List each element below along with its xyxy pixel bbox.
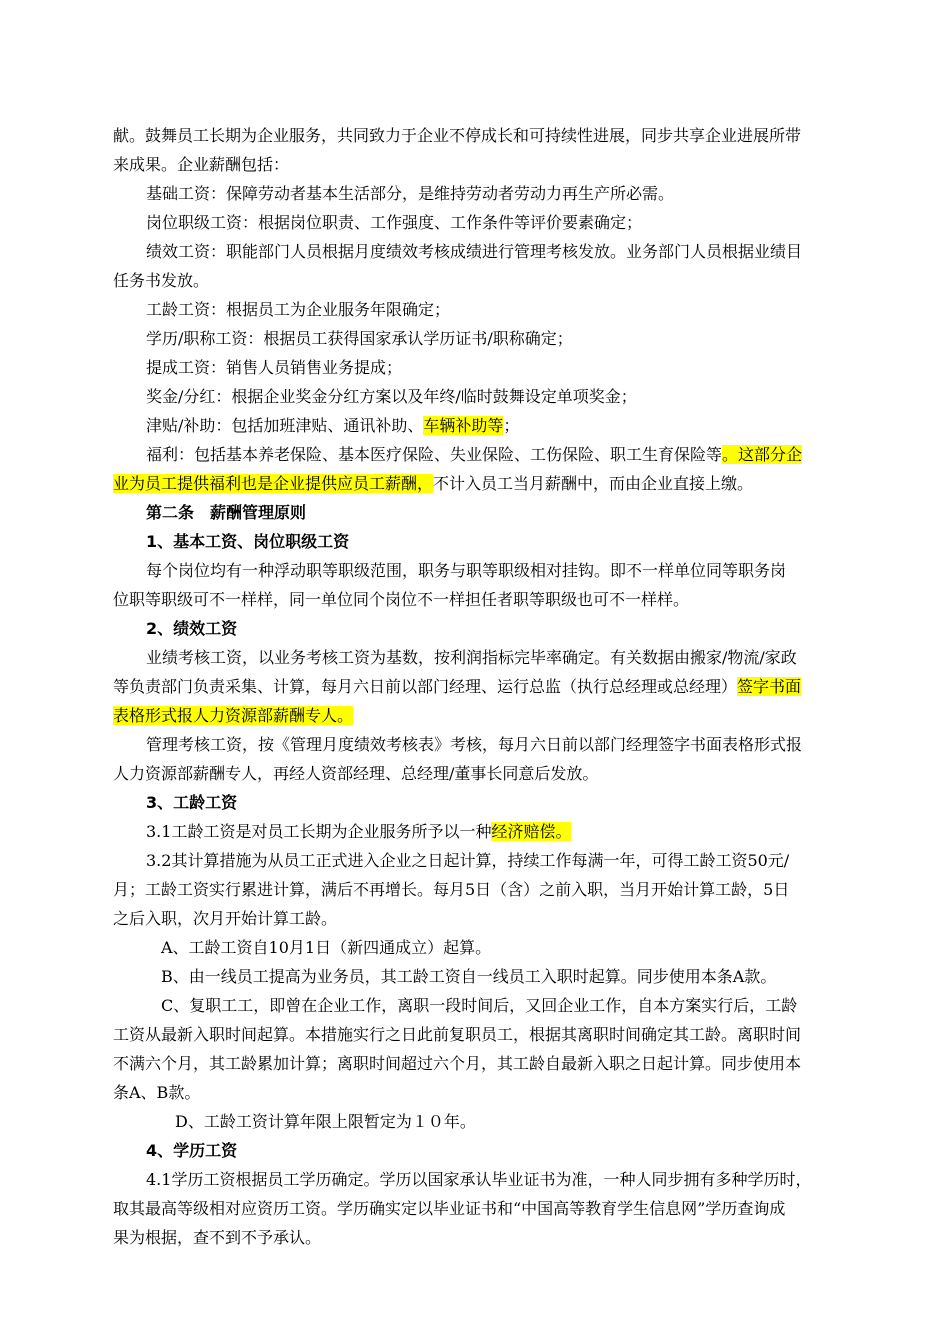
paragraph-line: 业为员工提供福利也是企业提供应员工薪酬，不计入员工当月薪酬中，而由企业直接上缴。 [113, 474, 754, 493]
section-heading: 3、工龄工资 [146, 793, 238, 812]
paragraph-line: 3.1工龄工资是对员工长期为企业服务所予以一种经济赔偿。 [146, 822, 572, 841]
paragraph-line: 业绩考核工资，以业务考核工资为基数，按利润指标完毕率确定。有关数据由搬家/物流/家政 [146, 648, 797, 667]
paragraph-line: 条A、B款。 [113, 1083, 201, 1102]
paragraph-line: 提成工资：销售人员销售业务提成； [146, 358, 403, 377]
paragraph-line: 果为根据，查不到不予承认。 [113, 1228, 322, 1247]
paragraph-line: 工龄工资：根据员工为企业服务年限确定； [146, 300, 451, 319]
highlighted-text: 。这部分企 [722, 445, 803, 464]
paragraph-line: 岗位职级工资：根据岗位职责、工作强度、工作条件等评价要素确定； [146, 213, 643, 232]
list-item: C、复职工工，即曾在企业工作，离职一段时间后，又回企业工作，自本方案实行后，工龄 [161, 996, 798, 1015]
paragraph-line: 不满六个月，其工龄累加计算；离职时间超过六个月，其工龄自最新入职之日起计算。同步使用本 [113, 1054, 802, 1073]
list-item: D、工龄工资计算年限上限暂定为１０年。 [175, 1112, 476, 1131]
paragraph-line: 人力资源部薪酬专人，再经人资部经理、总经理/董事长同意后发放。 [113, 764, 599, 783]
paragraph-line: 管理考核工资，按《管理月度绩效考核表》考核，每月六日前以部门经理签字书面表格形式报 [146, 735, 803, 754]
paragraph-line: 工资从最新入职时间起算。本措施实行之日此前复职员工，根据其离职时间确定其工龄。离职时间 [113, 1025, 802, 1044]
paragraph-line: 任务书发放。 [113, 271, 210, 290]
highlighted-text: 车辆补助等 [423, 416, 504, 435]
paragraph-line: 奖金/分红：根据企业奖金分红方案以及年终/临时鼓舞设定单项奖金； [146, 387, 637, 406]
paragraph-line [113, 701, 838, 730]
paragraph-line: 3.2其计算措施为从员工正式进入企业之日起计算，持续工作每满一年，可得工龄工资50元/ [146, 851, 790, 870]
paragraph-line: 每个岗位均有一种浮动职等职级范围，职务与职等职级相对挂钩。即不一样单位同等职务岗 [146, 561, 787, 580]
paragraph-line: 津贴/补助：包括加班津贴、通讯补助、车辆补助等； [146, 416, 520, 435]
paragraph-line: 月；工龄工资实行累进计算，满后不再增长。每月5日（含）之前入职，当月开始计算工龄，5日 [113, 880, 790, 899]
section-heading: 1、基本工资、岗位职级工资 [146, 532, 350, 551]
highlighted-text: 表格形式报人力资源部薪酬专人。 [113, 706, 354, 725]
paragraph-line: 之后入职，次月开始计算工龄。 [113, 909, 338, 928]
paragraph-line: 取其最高等级相对应资历工资。学历确实定以毕业证书和“中国高等教育学生信息网”学历查询成 [113, 1199, 786, 1218]
paragraph-line: 福利：包括基本养老保险、基本医疗保险、失业保险、工伤保险、职工生育保险等。这部分企 [146, 445, 803, 464]
highlighted-text: 业为员工提供福利也是企业提供应员工薪酬， [113, 474, 434, 493]
paragraph-line: 献。鼓舞员工长期为企业服务，共同致力于企业不停成长和可持续性进展，同步共享企业进展所带 [113, 126, 802, 145]
paragraph-line: 等负责部门负责采集、计算，每月六日前以部门经理、运行总监（执行总经理或总经理）签字书面 [113, 677, 802, 696]
section-heading: 4、学历工资 [146, 1141, 238, 1160]
paragraph-line: 4.1学历工资根据员工学历确定。学历以国家承认毕业证书为准，一种人同步拥有多种学历时， [146, 1170, 812, 1189]
paragraph-line: 基础工资：保障劳动者基本生活部分，是维持劳动者劳动力再生产所必需。 [146, 184, 675, 203]
document-body [113, 121, 838, 1252]
highlighted-text: 签字书面 [737, 677, 802, 696]
section-heading: 2、绩效工资 [146, 619, 238, 638]
paragraph-line: 来成果。企业薪酬包括： [113, 155, 290, 174]
article-heading: 第二条 薪酬管理原则 [146, 503, 307, 522]
paragraph-line: 学历/职称工资：根据员工获得国家承认学历证书/职称确定； [146, 329, 573, 348]
list-item: B、由一线员工提高为业务员，其工龄工资自一线员工入职时起算。同步使用本条A款。 [161, 967, 777, 986]
paragraph-line: 绩效工资：职能部门人员根据月度绩效考核成绩进行管理考核发放。业务部门人员根据业绩目 [146, 242, 803, 261]
list-item: A、工龄工资自10月1日（新四通成立）起算。 [161, 938, 492, 957]
paragraph-line: 位职等职级可不一样样，同一单位同个岗位不一样担任者职等职级也可不一样样。 [113, 590, 690, 609]
highlighted-text: 经济赔偿。 [491, 822, 572, 841]
